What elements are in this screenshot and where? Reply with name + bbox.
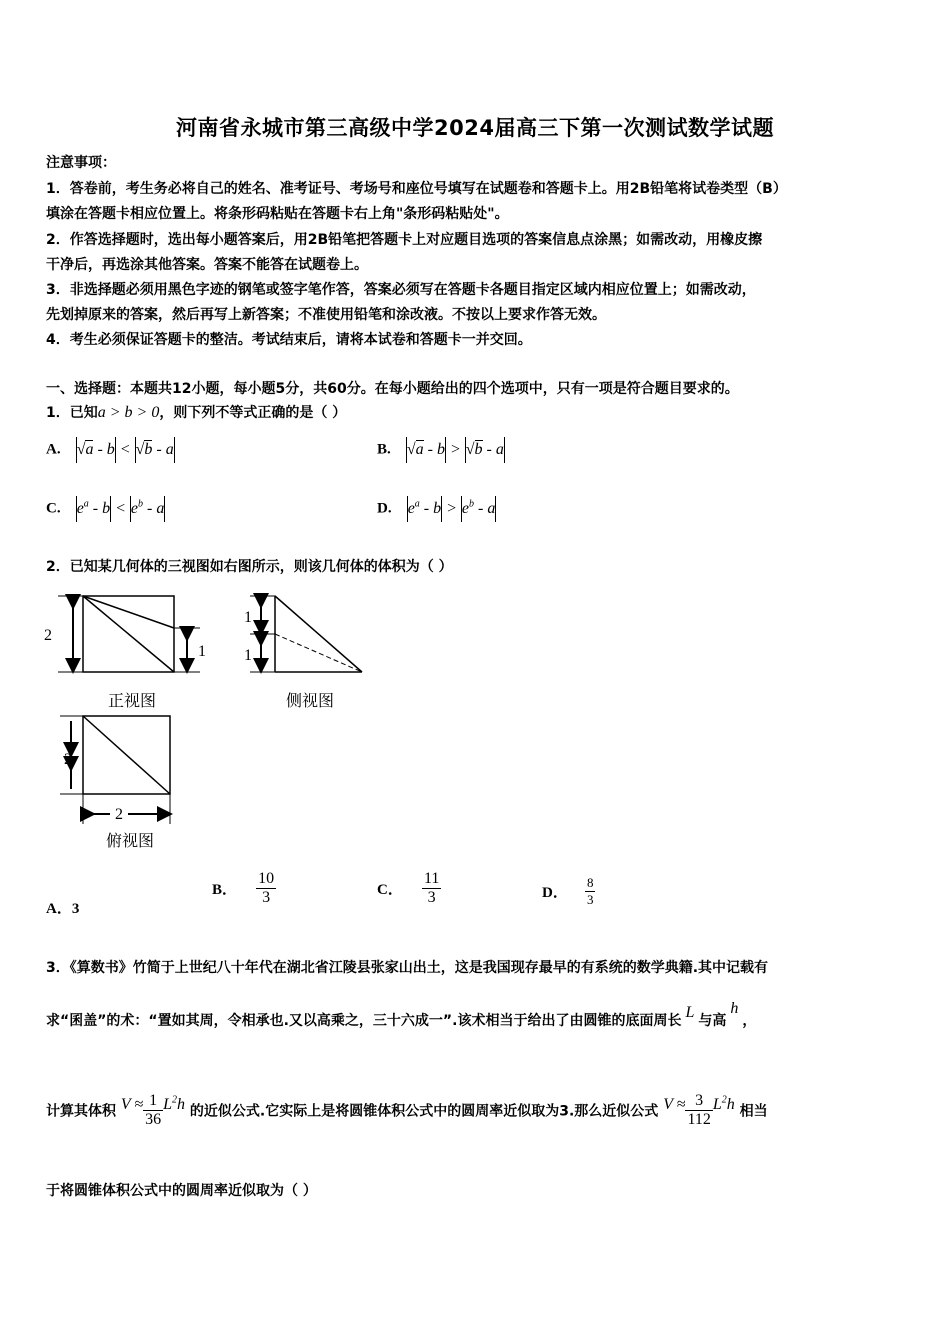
- q3-comma: ，: [742, 1013, 757, 1029]
- q3-line-3b: 的近似公式.它实际上是将圆锥体积公式中的圆周率近似取为3.那么近似公式: [189, 1103, 659, 1120]
- q2-option-a[interactable]: [46, 897, 79, 918]
- q1-option-b[interactable]: B. √a - b > √b - a: [377, 437, 505, 463]
- q1-option-c-label: C.: [46, 500, 61, 517]
- three-view-diagram: [40, 588, 380, 858]
- page-title: 河南省永城市第三高级中学2024届高三下第一次测试数学试题: [176, 116, 774, 140]
- q3-line-2-text: 求“囷盖”的术：“置如其周，令相承也.又以高乘之，三十六成一”.该术相当于给出了由圆锥的底面周长: [46, 1013, 682, 1029]
- q1-option-a[interactable]: A. √a - b < √b - a: [46, 437, 175, 463]
- q3-f1-den: 36: [145, 1111, 162, 1128]
- notice-line-5: 3．非选择题必须用黑色字迹的钢笔或签字笔作答，答案必须写在答题卡各题目指定区域内相应位置上；如需改动，: [46, 282, 756, 298]
- front-dim-2: 2: [44, 627, 52, 644]
- q1-condition: a > b > 0: [97, 404, 160, 421]
- q1-option-b-label: B.: [377, 441, 391, 458]
- q3-f2-den: 112: [687, 1111, 711, 1128]
- q1-prefix: 1．已知: [46, 405, 98, 421]
- front-dim-1: 1: [198, 643, 206, 660]
- top-dim-2-horizontal: 2: [115, 806, 123, 823]
- q2-option-c-label: C．: [377, 882, 403, 898]
- q1-option-a-label: A.: [46, 441, 61, 458]
- q3-line-2: [46, 1000, 757, 1030]
- side-view: [250, 596, 362, 672]
- q1-option-d[interactable]: D. $e^a - b > e^b - a$: [377, 496, 496, 522]
- q2-option-d[interactable]: [542, 875, 595, 908]
- q3-with-h: 与高: [698, 1013, 727, 1029]
- q2-option-a-label: A．: [46, 901, 72, 917]
- q2-option-a-value: 3: [71, 901, 80, 917]
- q3-f1-num: 1: [149, 1092, 158, 1109]
- notice-line-4: 干净后，再选涂其他答案。答案不能答在试题卷上。: [46, 257, 368, 273]
- q1-stem: [46, 402, 346, 422]
- q2-stem: 2．已知某几何体的三视图如右图所示，则该几何体的体积为（ ）: [46, 559, 453, 575]
- q3-line-3a: 计算其体积: [46, 1103, 116, 1120]
- q3-line-3c: 相当: [739, 1103, 768, 1120]
- q3-line-4: 于将圆锥体积公式中的圆周率近似取为（ ）: [46, 1183, 317, 1199]
- notice-line-1: 1．答卷前，考生务必将自己的姓名、准考证号、考场号和座位号填写在试题卷和答题卡上。用2B铅笔将试卷类型（B）: [46, 181, 787, 197]
- q2-option-c[interactable]: [377, 870, 441, 907]
- q3-line-3: 计算其体积 V ≈ $\frac{1}{36}$ $L^2h$ 的近似公式.它实际上是将圆锥体积公式中的圆周率近似取为3.那么近似公式 V ≈ $\frac{3}{112}$ $L^2h$ 相当: [46, 1092, 768, 1128]
- q1-a-rel: <: [119, 440, 131, 458]
- q2-option-c-num: 11: [423, 870, 440, 887]
- q2-option-b-num: 10: [258, 870, 275, 887]
- q3-line-1: 3．《算数书》竹简于上世纪八十年代在湖北省江陵县张家山出土，这是我国现存最早的有系统的数学典籍.其中记载有: [46, 960, 769, 976]
- q2-option-d-label: D．: [542, 885, 568, 901]
- q2-option-c-den: 3: [422, 888, 441, 907]
- q1-b-rel: >: [449, 440, 461, 458]
- q3-var-h: h: [730, 1000, 739, 1017]
- q2-option-b[interactable]: [212, 870, 276, 907]
- front-view-label: 正视图: [108, 693, 157, 710]
- notice-line-7: 4．考生必须保证答题卡的整洁。考试结束后，请将本试卷和答题卡一并交回。: [46, 332, 532, 348]
- q2-option-b-den: 3: [256, 888, 276, 907]
- side-dim-1-top: 1: [244, 609, 252, 626]
- q2-option-d-num: 8: [586, 875, 594, 890]
- q1-option-d-label: D.: [377, 500, 392, 517]
- q2-option-b-label: B．: [212, 882, 238, 898]
- q3-f2-num: 3: [695, 1092, 704, 1109]
- notice-heading: 注意事项：: [46, 155, 116, 171]
- notice-line-6: 先划掉原来的答案，然后再写上新答案；不准使用铅笔和涂改液。不按以上要求作答无效。: [46, 307, 606, 323]
- top-view-label: 俯视图: [106, 833, 155, 850]
- top-dim-2-vertical: 2: [64, 751, 72, 768]
- q3-var-L: L: [685, 1004, 695, 1021]
- notice-line-2: 填涂在答题卡相应位置上。将条形码粘贴在答题卡右上角"条形码粘贴处"。: [46, 206, 509, 222]
- front-view: [58, 596, 200, 672]
- q2-option-d-den: 3: [586, 892, 594, 907]
- q1-d-rel: >: [446, 499, 457, 517]
- section-heading: 一、选择题：本题共12小题，每小题5分，共60分。在每小题给出的四个选项中，只有一项是符合题目要求的。: [46, 381, 739, 397]
- notice-line-3: 2．作答选择题时，选出每小题答案后，用2B铅笔把答题卡上对应题目选项的答案信息点涂黑；如需改动，用橡皮擦: [46, 232, 763, 248]
- q1-suffix: ，则下列不等式正确的是（ ）: [159, 405, 347, 421]
- side-view-label: 侧视图: [286, 693, 335, 710]
- side-dim-1-bottom: 1: [244, 647, 252, 664]
- q1-c-rel: <: [115, 499, 126, 517]
- q1-option-c[interactable]: C. $e^a - b < e^b - a$: [46, 496, 165, 522]
